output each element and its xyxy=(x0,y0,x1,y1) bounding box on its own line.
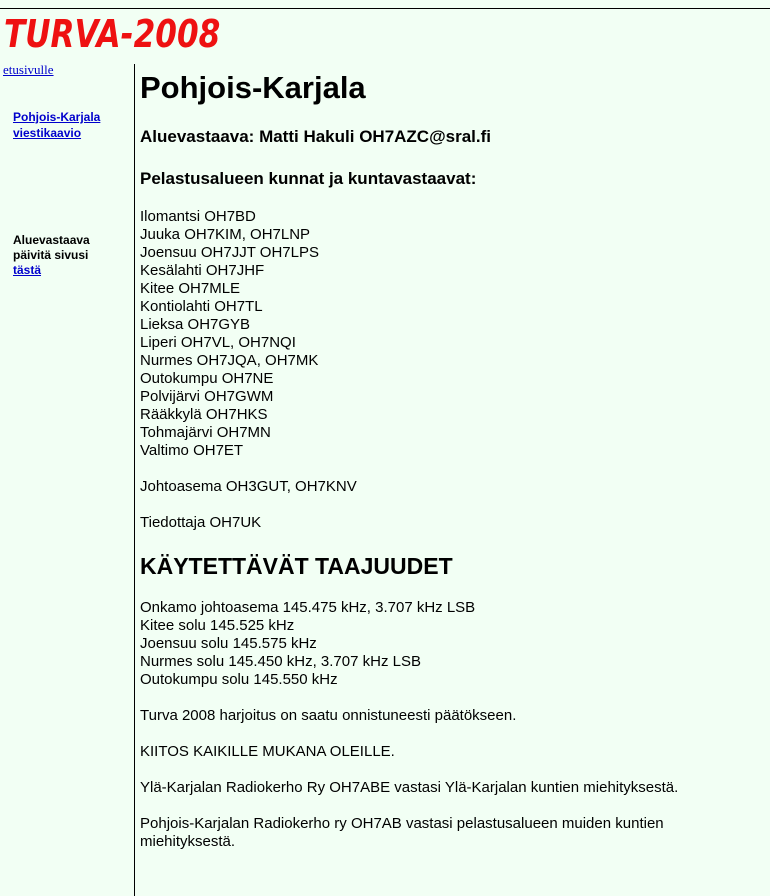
signal-diagram-link[interactable] xyxy=(13,109,123,141)
update-note xyxy=(13,233,123,278)
list-item: Lieksa OH7GYB xyxy=(140,316,251,333)
list-item: Juuka OH7KIM, OH7LNP xyxy=(140,226,311,243)
home-link[interactable]: etusivulle xyxy=(3,62,54,77)
municipalities-heading: Pelastusalueen kunnat ja kuntavastaavat: xyxy=(140,169,477,188)
list-item: Nurmes OH7JQA, OH7MK xyxy=(140,352,319,369)
page-title: Pohjois-Karjala xyxy=(140,70,366,105)
update-note-line2: päivitä sivusi xyxy=(13,248,89,262)
signal-diagram-link-line2: viestikaavio xyxy=(13,126,82,140)
municipalities-list xyxy=(140,208,319,460)
update-note-line1: Aluevastaava xyxy=(13,233,90,247)
signal-diagram-link-line1: Pohjois-Karjala xyxy=(13,110,101,124)
top-divider xyxy=(0,8,770,9)
list-item: Onkamo johtoasema 145.475 kHz, 3.707 kHz LSB xyxy=(140,599,476,616)
informer: Tiedottaja OH7UK xyxy=(140,514,262,531)
club1-text: Ylä-Karjalan Radiokerho Ry OH7ABE vastasi Ylä-Karjalan kuntien miehityksestä. xyxy=(140,779,679,796)
list-item: Kontiolahti OH7TL xyxy=(140,298,263,315)
frequencies-heading: KÄYTETTÄVÄT TAAJUUDET xyxy=(140,553,453,579)
list-item: Liperi OH7VL, OH7NQI xyxy=(140,334,296,351)
list-item: Outokumpu solu 145.550 kHz xyxy=(140,671,338,688)
list-item: Kitee solu 145.525 kHz xyxy=(140,617,295,634)
list-item: Polvijärvi OH7GWM xyxy=(140,388,274,405)
result-text: Turva 2008 harjoitus on saatu onnistuneesti päätökseen. xyxy=(140,707,517,724)
list-item: Joensuu solu 145.575 kHz xyxy=(140,635,317,652)
update-page-link[interactable]: tästä xyxy=(13,263,42,277)
column-divider xyxy=(134,64,135,896)
list-item: Rääkkylä OH7HKS xyxy=(140,406,268,423)
list-item: Kitee OH7MLE xyxy=(140,280,241,297)
frequencies-list xyxy=(140,599,475,689)
list-item: Nurmes solu 145.450 kHz, 3.707 kHz LSB xyxy=(140,653,421,670)
thanks-text: KIITOS KAIKILLE MUKANA OLEILLE. xyxy=(140,743,395,760)
site-logo: TURVA-2008 xyxy=(4,12,221,56)
list-item: Tohmajärvi OH7MN xyxy=(140,424,271,441)
list-item: Outokumpu OH7NE xyxy=(140,370,274,387)
control-station: Johtoasema OH3GUT, OH7KNV xyxy=(140,478,357,495)
list-item: Joensuu OH7JJT OH7LPS xyxy=(140,244,319,261)
list-item: Ilomantsi OH7BD xyxy=(140,208,256,225)
club2-text: Pohjois-Karjalan Radiokerho ry OH7AB vastasi pelastusalueen muiden kuntien miehityksestä. xyxy=(140,815,664,850)
list-item: Kesälahti OH7JHF xyxy=(140,262,265,279)
list-item: Valtimo OH7ET xyxy=(140,442,244,459)
area-contact: Aluevastaava: Matti Hakuli OH7AZC@sral.fi xyxy=(140,127,492,146)
